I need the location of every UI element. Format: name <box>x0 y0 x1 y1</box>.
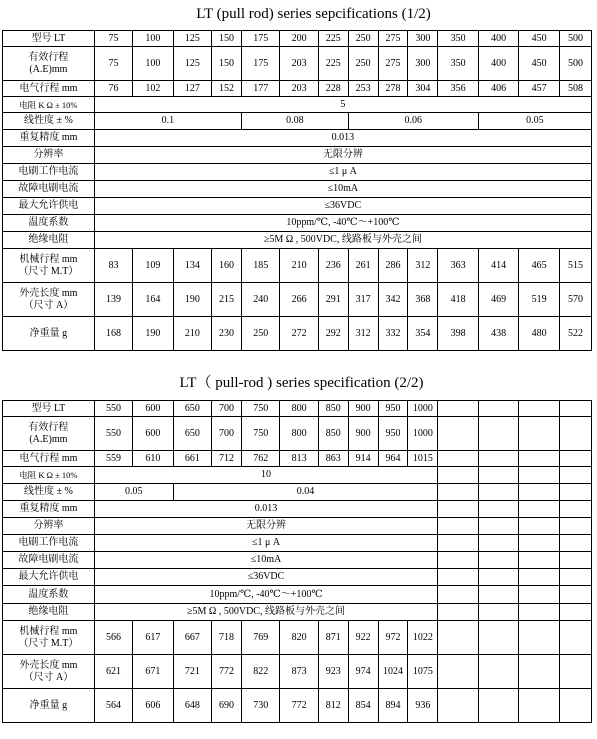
table-cell: 75 <box>94 47 132 81</box>
table-cell: 414 <box>478 249 519 283</box>
table-cell: 721 <box>173 655 211 689</box>
table-cell: 109 <box>133 249 174 283</box>
table-row <box>3 689 592 723</box>
table-cell: 398 <box>438 317 479 351</box>
table-row <box>3 215 592 232</box>
table-cell: 292 <box>318 317 348 351</box>
table-cell: 550 <box>94 401 132 417</box>
table-row <box>3 604 592 621</box>
table-cell <box>478 417 519 451</box>
table-cell: 275 <box>378 31 408 47</box>
table-cell: 914 <box>348 451 378 467</box>
table-cell: 671 <box>133 655 174 689</box>
table-cell: 712 <box>212 451 242 467</box>
table-cell: 950 <box>378 417 408 451</box>
table-cell: 850 <box>318 417 348 451</box>
empty-cell <box>438 569 479 586</box>
empty-cell <box>478 552 519 569</box>
table-cell: 317 <box>348 283 378 317</box>
empty-cell <box>478 501 519 518</box>
table-cell: 304 <box>408 81 438 97</box>
empty-cell <box>559 569 591 586</box>
table-cell: 200 <box>280 31 318 47</box>
table-cell: 164 <box>133 283 174 317</box>
table-cell: 102 <box>133 81 174 97</box>
table-cell: 1075 <box>408 655 438 689</box>
table-row <box>3 181 592 198</box>
table-cell <box>519 621 560 655</box>
table-row <box>3 283 592 317</box>
row-label: 重复精度 mm <box>3 130 95 147</box>
table-cell: 515 <box>559 249 591 283</box>
max-voltage-value: ≤36VDC <box>94 569 438 586</box>
table-cell: 822 <box>241 655 279 689</box>
row-label: 线性度 ± % <box>3 113 95 130</box>
table-cell: 522 <box>559 317 591 351</box>
table-cell: 854 <box>348 689 378 723</box>
empty-cell <box>438 501 479 518</box>
empty-cell <box>438 552 479 569</box>
table-cell: 1000 <box>408 401 438 417</box>
table-cell: 185 <box>241 249 279 283</box>
resistance-value: 10 <box>94 467 438 484</box>
table-cell: 606 <box>133 689 174 723</box>
empty-cell <box>519 484 560 501</box>
spec-table-1 <box>2 30 592 351</box>
table-cell: 240 <box>241 283 279 317</box>
table-row <box>3 484 592 501</box>
table-cell: 175 <box>241 47 279 81</box>
table-cell: 772 <box>212 655 242 689</box>
table-cell <box>438 451 479 467</box>
table-cell: 1000 <box>408 417 438 451</box>
table-cell <box>438 689 479 723</box>
table-cell: 125 <box>173 47 211 81</box>
table-cell: 457 <box>519 81 560 97</box>
table-cell: 100 <box>133 47 174 81</box>
table-cell: 406 <box>478 81 519 97</box>
row-label: 重复精度 mm <box>3 501 95 518</box>
empty-cell <box>438 586 479 604</box>
table-cell: 508 <box>559 81 591 97</box>
table-cell: 272 <box>280 317 318 351</box>
table-cell: 873 <box>280 655 318 689</box>
table-cell: 469 <box>478 283 519 317</box>
empty-cell <box>559 467 591 484</box>
row-label: 电气行程 mm <box>3 81 95 97</box>
table-cell: 203 <box>280 47 318 81</box>
table-cell: 190 <box>173 283 211 317</box>
temp-coeff-value: 10ppm/℃, -40℃～+100℃ <box>94 215 591 232</box>
table-cell: 350 <box>438 47 479 81</box>
table-cell: 418 <box>438 283 479 317</box>
empty-cell <box>559 484 591 501</box>
table-cell: 225 <box>318 31 348 47</box>
empty-cell <box>519 535 560 552</box>
table-cell: 820 <box>280 621 318 655</box>
table-cell: 769 <box>241 621 279 655</box>
empty-cell <box>478 569 519 586</box>
table-row <box>3 147 592 164</box>
resolution-value: 无限分辨 <box>94 518 438 535</box>
linearity-value: 0.05 <box>478 113 591 130</box>
table-cell: 210 <box>280 249 318 283</box>
table-cell <box>519 689 560 723</box>
table-cell: 83 <box>94 249 132 283</box>
max-voltage-value: ≤36VDC <box>94 198 591 215</box>
row-label: 外壳长度 mm （尺寸 A） <box>3 283 95 317</box>
table-cell: 236 <box>318 249 348 283</box>
table-cell: 950 <box>378 401 408 417</box>
empty-cell <box>478 518 519 535</box>
table-cell <box>438 655 479 689</box>
empty-cell <box>438 535 479 552</box>
table-cell: 621 <box>94 655 132 689</box>
table-cell: 772 <box>280 689 318 723</box>
row-label: 电阻 K Ω ± 10% <box>3 467 95 484</box>
row-label: 型号 LT <box>3 31 95 47</box>
table-cell <box>559 689 591 723</box>
empty-cell <box>559 604 591 621</box>
row-label: 电气行程 mm <box>3 451 95 467</box>
table-cell: 300 <box>408 31 438 47</box>
row-label: 机械行程 mm （尺寸 M.T） <box>3 621 95 655</box>
table-cell: 438 <box>478 317 519 351</box>
table-cell: 177 <box>241 81 279 97</box>
table-cell: 363 <box>438 249 479 283</box>
table-cell: 400 <box>478 31 519 47</box>
table-cell: 922 <box>348 621 378 655</box>
row-label: 电刷工作电流 <box>3 535 95 552</box>
row-label: 净重量 g <box>3 317 95 351</box>
table-cell: 667 <box>173 621 211 655</box>
table-cell: 175 <box>241 31 279 47</box>
table-row <box>3 198 592 215</box>
table-cell: 450 <box>519 31 560 47</box>
table-cell: 278 <box>378 81 408 97</box>
table-cell: 312 <box>408 249 438 283</box>
table-row <box>3 249 592 283</box>
table-cell: 974 <box>348 655 378 689</box>
table-cell: 400 <box>478 47 519 81</box>
table-row <box>3 655 592 689</box>
empty-cell <box>519 604 560 621</box>
row-label: 温度系数 <box>3 586 95 604</box>
table-cell: 730 <box>241 689 279 723</box>
table-cell: 617 <box>133 621 174 655</box>
table-cell: 450 <box>519 47 560 81</box>
table-cell: 1024 <box>378 655 408 689</box>
table-cell: 700 <box>212 417 242 451</box>
row-label: 有效行程 (A.E)mm <box>3 417 95 451</box>
table1-title: LT (pull rod) series sepcifications (1/2) <box>196 6 431 22</box>
spec-table-2 <box>2 400 592 723</box>
table-row <box>3 518 592 535</box>
linearity-value: 0.05 <box>94 484 173 501</box>
table-cell <box>559 401 591 417</box>
linearity-value: 0.1 <box>94 113 241 130</box>
table-cell: 168 <box>94 317 132 351</box>
row-label: 分辨率 <box>3 147 95 164</box>
table-cell: 964 <box>378 451 408 467</box>
table-cell: 1015 <box>408 451 438 467</box>
table-cell: 700 <box>212 401 242 417</box>
empty-cell <box>519 501 560 518</box>
row-label: 外壳长度 mm （尺寸 A） <box>3 655 95 689</box>
empty-cell <box>478 535 519 552</box>
empty-cell <box>519 518 560 535</box>
empty-cell <box>519 586 560 604</box>
table-cell: 923 <box>318 655 348 689</box>
table-row <box>3 113 592 130</box>
table-cell <box>438 621 479 655</box>
table-row <box>3 317 592 351</box>
table-cell <box>559 451 591 467</box>
table-cell: 152 <box>212 81 242 97</box>
table-cell: 690 <box>212 689 242 723</box>
empty-cell <box>559 518 591 535</box>
row-label: 电阻 K Ω ± 10% <box>3 97 95 113</box>
table-cell: 356 <box>438 81 479 97</box>
table-cell: 225 <box>318 47 348 81</box>
empty-cell <box>559 535 591 552</box>
table-cell <box>519 655 560 689</box>
table-cell: 465 <box>519 249 560 283</box>
table-cell: 900 <box>348 401 378 417</box>
table-row <box>3 467 592 484</box>
table-cell: 228 <box>318 81 348 97</box>
table-cell: 215 <box>212 283 242 317</box>
temp-coeff-value: 10ppm/℃, -40℃～+100℃ <box>94 586 438 604</box>
table-cell: 871 <box>318 621 348 655</box>
table-cell <box>559 417 591 451</box>
table-cell: 266 <box>280 283 318 317</box>
table-cell: 936 <box>408 689 438 723</box>
empty-cell <box>519 552 560 569</box>
table2-title: LT（ pull-rod ) series specification (2/2) <box>179 375 424 391</box>
empty-cell <box>559 586 591 604</box>
table-cell: 150 <box>212 47 242 81</box>
table-row <box>3 164 592 181</box>
resolution-value: 无限分辨 <box>94 147 591 164</box>
table-row <box>3 451 592 467</box>
table-cell <box>478 451 519 467</box>
table-row <box>3 232 592 249</box>
table-cell: 354 <box>408 317 438 351</box>
table-cell: 800 <box>280 417 318 451</box>
table-cell: 134 <box>173 249 211 283</box>
table-row <box>3 31 592 47</box>
empty-cell <box>438 484 479 501</box>
table-cell: 800 <box>280 401 318 417</box>
table-cell: 718 <box>212 621 242 655</box>
table-row <box>3 552 592 569</box>
table-cell: 250 <box>241 317 279 351</box>
table-row <box>3 97 592 113</box>
empty-cell <box>519 569 560 586</box>
table-cell: 332 <box>378 317 408 351</box>
table-cell: 750 <box>241 417 279 451</box>
table-cell: 261 <box>348 249 378 283</box>
table-row <box>3 569 592 586</box>
table-cell: 850 <box>318 401 348 417</box>
table-cell <box>478 621 519 655</box>
row-label: 故障电刷电流 <box>3 181 95 198</box>
table-cell: 250 <box>348 47 378 81</box>
table-cell: 500 <box>559 31 591 47</box>
table-cell: 519 <box>519 283 560 317</box>
table-cell: 291 <box>318 283 348 317</box>
fault-current-value: ≤10mA <box>94 181 591 198</box>
row-label: 机械行程 mm （尺寸 M.T） <box>3 249 95 283</box>
row-label: 绝缘电阻 <box>3 604 95 621</box>
table-cell: 150 <box>212 31 242 47</box>
table-cell <box>519 451 560 467</box>
table-cell: 610 <box>133 451 174 467</box>
table-cell: 750 <box>241 401 279 417</box>
table-cell: 650 <box>173 417 211 451</box>
table-cell: 650 <box>173 401 211 417</box>
table-cell <box>438 417 479 451</box>
row-label: 线性度 ± % <box>3 484 95 501</box>
row-label: 最大允许供电 <box>3 569 95 586</box>
row-label: 绝缘电阻 <box>3 232 95 249</box>
table-cell: 480 <box>519 317 560 351</box>
table-cell: 75 <box>94 31 132 47</box>
row-label: 净重量 g <box>3 689 95 723</box>
row-label: 温度系数 <box>3 215 95 232</box>
empty-cell <box>438 467 479 484</box>
table-cell: 275 <box>378 47 408 81</box>
table-cell: 160 <box>212 249 242 283</box>
repeatability-value: 0.013 <box>94 130 591 147</box>
table-row <box>3 501 592 518</box>
table-cell: 76 <box>94 81 132 97</box>
table-cell: 600 <box>133 401 174 417</box>
table-row <box>3 130 592 147</box>
table-cell: 566 <box>94 621 132 655</box>
wiper-current-value: ≤1 μ A <box>94 164 591 181</box>
empty-cell <box>519 467 560 484</box>
table-cell: 100 <box>133 31 174 47</box>
table-cell: 972 <box>378 621 408 655</box>
table-cell: 564 <box>94 689 132 723</box>
table-cell: 813 <box>280 451 318 467</box>
table-cell: 368 <box>408 283 438 317</box>
empty-cell <box>478 586 519 604</box>
table-cell: 312 <box>348 317 378 351</box>
linearity-value: 0.04 <box>173 484 438 501</box>
table-row <box>3 81 592 97</box>
table-cell: 559 <box>94 451 132 467</box>
table-cell <box>559 655 591 689</box>
empty-cell <box>478 484 519 501</box>
empty-cell <box>438 604 479 621</box>
row-label: 电刷工作电流 <box>3 164 95 181</box>
table-row <box>3 621 592 655</box>
table-cell: 550 <box>94 417 132 451</box>
insulation-value: ≥5M Ω , 500VDC, 线路板与外壳之间 <box>94 604 438 621</box>
table-cell: 1022 <box>408 621 438 655</box>
empty-cell <box>478 604 519 621</box>
table-cell: 350 <box>438 31 479 47</box>
table-cell: 762 <box>241 451 279 467</box>
table-cell: 286 <box>378 249 408 283</box>
table-cell <box>478 401 519 417</box>
table-row <box>3 417 592 451</box>
empty-cell <box>438 518 479 535</box>
table-cell: 125 <box>173 31 211 47</box>
table-cell <box>438 401 479 417</box>
table-cell <box>478 655 519 689</box>
table-row <box>3 47 592 81</box>
row-label: 有效行程 (A.E)mm <box>3 47 95 81</box>
fault-current-value: ≤10mA <box>94 552 438 569</box>
table-cell: 253 <box>348 81 378 97</box>
table-cell: 250 <box>348 31 378 47</box>
row-label: 故障电刷电流 <box>3 552 95 569</box>
table-row <box>3 586 592 604</box>
empty-cell <box>559 552 591 569</box>
table-cell: 500 <box>559 47 591 81</box>
table-cell: 894 <box>378 689 408 723</box>
table-cell: 139 <box>94 283 132 317</box>
table-row <box>3 401 592 417</box>
table-cell: 863 <box>318 451 348 467</box>
row-label: 分辨率 <box>3 518 95 535</box>
row-label: 型号 LT <box>3 401 95 417</box>
table-cell <box>559 621 591 655</box>
table-cell: 203 <box>280 81 318 97</box>
table-cell <box>519 401 560 417</box>
wiper-current-value: ≤1 μ A <box>94 535 438 552</box>
row-label: 最大允许供电 <box>3 198 95 215</box>
table-cell: 210 <box>173 317 211 351</box>
insulation-value: ≥5M Ω , 500VDC, 线路板与外壳之间 <box>94 232 591 249</box>
table-row <box>3 535 592 552</box>
table-cell <box>519 417 560 451</box>
table-cell: 661 <box>173 451 211 467</box>
table-cell: 342 <box>378 283 408 317</box>
table-cell: 570 <box>559 283 591 317</box>
table-cell: 648 <box>173 689 211 723</box>
repeatability-value: 0.013 <box>94 501 438 518</box>
empty-cell <box>478 467 519 484</box>
table-cell: 230 <box>212 317 242 351</box>
table-cell: 190 <box>133 317 174 351</box>
table-cell: 900 <box>348 417 378 451</box>
table-cell: 300 <box>408 47 438 81</box>
table-cell: 812 <box>318 689 348 723</box>
table-cell: 127 <box>173 81 211 97</box>
table-cell <box>478 689 519 723</box>
resistance-value: 5 <box>94 97 591 113</box>
table-cell: 600 <box>133 417 174 451</box>
linearity-value: 0.08 <box>241 113 348 130</box>
linearity-value: 0.06 <box>348 113 478 130</box>
empty-cell <box>559 501 591 518</box>
